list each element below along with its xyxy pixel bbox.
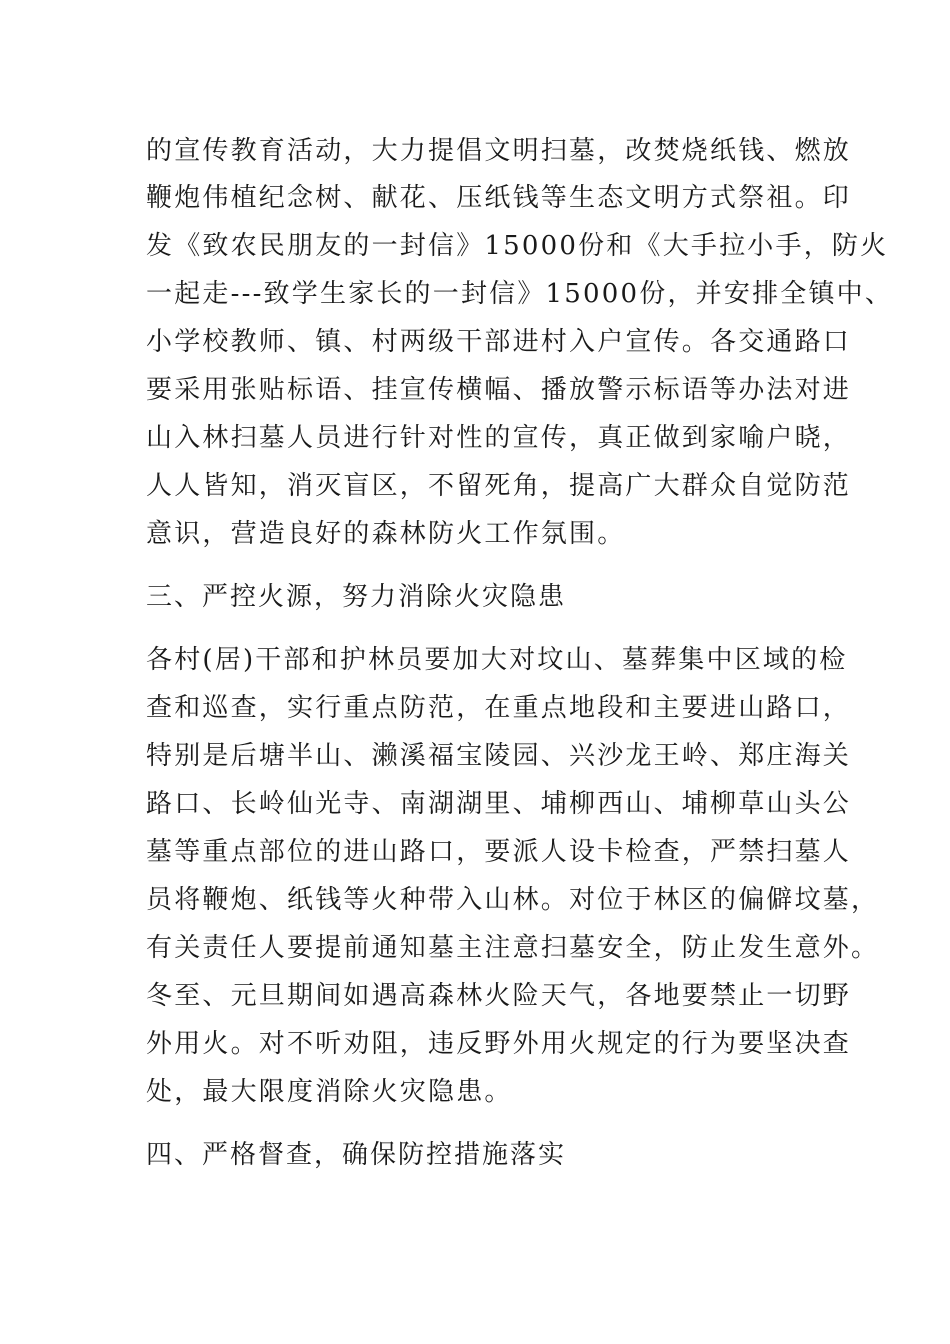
section-heading-4: 四、严格督查，确保防控措施落实	[146, 1140, 567, 1170]
body-line-9: 意识，营造良好的森林防火工作氛围。	[146, 519, 626, 549]
body-line-1: 的宣传教育活动，大力提倡文明扫墓，改焚烧纸钱、燃放	[146, 136, 852, 166]
body-line-6: 要采用张贴标语、挂宣传横幅、播放警示标语等办法对进	[146, 375, 852, 405]
body-line-4: 一起走---致学生家长的一封信》15000份，并安排全镇中、	[146, 279, 894, 309]
body-line-17: 有关责任人要提前通知墓主注意扫墓安全，防止发生意外。	[146, 933, 880, 963]
section-heading-3: 三、严控火源，努力消除火灾隐患	[146, 582, 567, 612]
body-line-18: 冬至、元旦期间如遇高森林火险天气，各地要禁止一切野	[146, 981, 852, 1011]
body-line-7: 山入林扫墓人员进行针对性的宣传，真正做到家喻户晓，	[146, 423, 852, 453]
body-line-19: 外用火。对不听劝阻，违反野外用火规定的行为要坚决查	[146, 1029, 852, 1059]
body-line-2: 鞭炮伟植纪念树、献花、压纸钱等生态文明方式祭祖。印	[146, 183, 852, 213]
body-line-8: 人人皆知，消灭盲区，不留死角，提高广大群众自觉防范	[146, 471, 852, 501]
body-line-3: 发《致农民朋友的一封信》15000份和《大手拉小手，防火	[146, 231, 889, 261]
body-line-16: 员将鞭炮、纸钱等火种带入山林。对位于林区的偏僻坟墓，	[146, 885, 880, 915]
body-line-15: 墓等重点部位的进山路口，要派人设卡检查，严禁扫墓人	[146, 837, 852, 867]
body-line-11: 各村(居)干部和护林员要加大对坟山、墓葬集中区域的检	[146, 645, 848, 675]
body-line-14: 路口、长岭仙光寺、南湖湖里、埔柳西山、埔柳草山头公	[146, 789, 852, 819]
body-line-5: 小学校教师、镇、村两级干部进村入户宣传。各交通路口	[146, 327, 852, 357]
body-line-12: 查和巡查，实行重点防范，在重点地段和主要进山路口，	[146, 693, 852, 723]
body-line-13: 特别是后塘半山、濑溪福宝陵园、兴沙龙王岭、郑庄海关	[146, 741, 852, 771]
body-line-20: 处，最大限度消除火灾隐患。	[146, 1077, 513, 1107]
